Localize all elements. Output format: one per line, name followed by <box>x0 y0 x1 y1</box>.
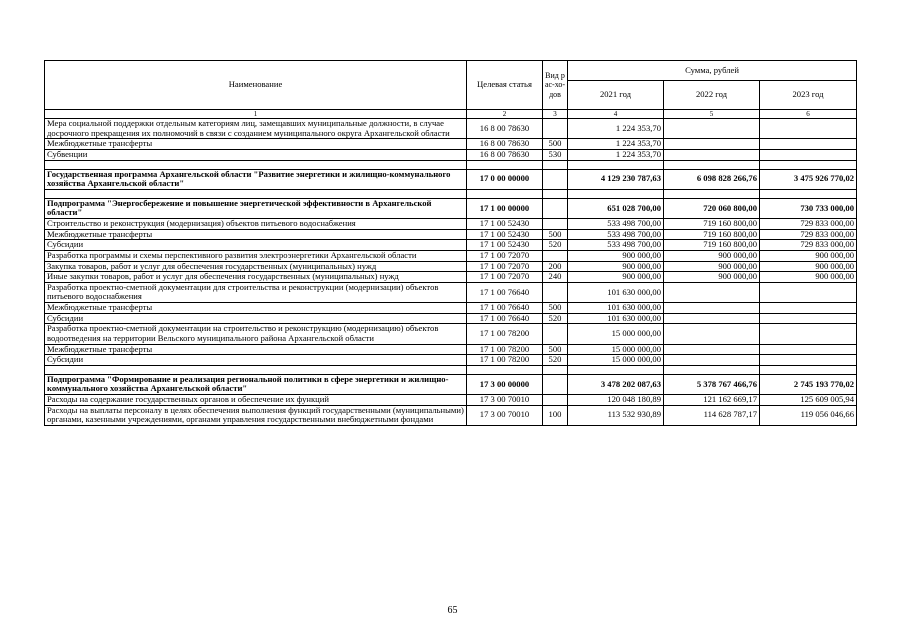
column-number: 3 <box>543 110 568 119</box>
amount-2023 <box>760 189 857 198</box>
header-year-2022: 2022 год <box>664 81 760 110</box>
target-article-code: 17 1 00 52430 <box>467 229 543 240</box>
amount-2022: 5 378 767 466,76 <box>664 374 760 394</box>
amount-2022: 720 060 800,00 <box>664 198 760 218</box>
amount-2022 <box>664 324 760 344</box>
expense-kind-code: 500 <box>543 344 568 355</box>
column-number: 4 <box>568 110 664 119</box>
amount-2023: 900 000,00 <box>760 272 857 283</box>
table-row <box>45 149 857 160</box>
expense-kind-code <box>543 250 568 261</box>
table-row <box>45 272 857 283</box>
table-row <box>45 240 857 251</box>
column-number: 1 <box>45 110 467 119</box>
target-article-code: 17 1 00 72070 <box>467 250 543 261</box>
row-name: Иные закупки товаров, работ и услуг для обеспечения государственных (муниципальных) нужд <box>45 272 467 283</box>
target-article-code: 17 1 00 52430 <box>467 240 543 251</box>
table-row <box>45 198 857 218</box>
amount-2022 <box>664 303 760 314</box>
row-name: Строительство и реконструкция (модернизация) объектов питьевого водоснабжения <box>45 219 467 230</box>
amount-2021 <box>568 189 664 198</box>
row-name: Подпрограмма "Энергосбережение и повышение энергетической эффективности в Архангельской области" <box>45 198 467 218</box>
expense-kind-code <box>543 395 568 406</box>
target-article-code: 16 8 00 78630 <box>467 149 543 160</box>
amount-2021: 1 224 353,70 <box>568 149 664 160</box>
amount-2021: 651 028 700,00 <box>568 198 664 218</box>
table-row <box>45 250 857 261</box>
table-row <box>45 219 857 230</box>
expense-kind-code: 500 <box>543 229 568 240</box>
target-article-code: 17 1 00 00000 <box>467 198 543 218</box>
spacer-row <box>45 189 857 198</box>
row-name: Субвенции <box>45 149 467 160</box>
table-body <box>45 119 857 426</box>
amount-2023: 729 833 000,00 <box>760 219 857 230</box>
amount-2023 <box>760 313 857 324</box>
amount-2023 <box>760 365 857 374</box>
row-name <box>45 365 467 374</box>
amount-2021: 113 532 930,89 <box>568 405 664 425</box>
target-article-code: 17 1 00 76640 <box>467 313 543 324</box>
expense-kind-code <box>543 282 568 302</box>
target-article-code: 17 1 00 78200 <box>467 324 543 344</box>
target-article-code: 16 8 00 78630 <box>467 119 543 139</box>
amount-2021: 101 630 000,00 <box>568 303 664 314</box>
row-name: Разработка проектно-сметной документации для строительства и реконструкции (модернизации) объектов питьевого водоснабжения <box>45 282 467 302</box>
amount-2021: 533 498 700,00 <box>568 229 664 240</box>
amount-2023 <box>760 355 857 366</box>
row-name: Субсидии <box>45 313 467 324</box>
row-name: Субсидии <box>45 240 467 251</box>
amount-2022: 114 628 787,17 <box>664 405 760 425</box>
expense-kind-code: 530 <box>543 149 568 160</box>
amount-2021: 4 129 230 787,63 <box>568 169 664 189</box>
amount-2021: 120 048 180,89 <box>568 395 664 406</box>
amount-2021: 101 630 000,00 <box>568 313 664 324</box>
header-sum: Сумма, рублей <box>568 61 857 81</box>
table-row <box>45 395 857 406</box>
expense-kind-code <box>543 198 568 218</box>
spacer-row <box>45 365 857 374</box>
amount-2022 <box>664 119 760 139</box>
amount-2022: 900 000,00 <box>664 250 760 261</box>
amount-2022 <box>664 282 760 302</box>
table-row <box>45 261 857 272</box>
amount-2022 <box>664 344 760 355</box>
amount-2021: 15 000 000,00 <box>568 344 664 355</box>
target-article-code: 16 8 00 78630 <box>467 139 543 150</box>
amount-2022: 6 098 828 266,76 <box>664 169 760 189</box>
target-article-code: 17 3 00 70010 <box>467 405 543 425</box>
amount-2022 <box>664 355 760 366</box>
amount-2021: 15 000 000,00 <box>568 324 664 344</box>
spacer-row <box>45 160 857 169</box>
expense-kind-code: 520 <box>543 355 568 366</box>
table-header <box>45 61 857 119</box>
table-row <box>45 405 857 425</box>
expense-kind-code <box>543 374 568 394</box>
amount-2023 <box>760 303 857 314</box>
target-article-code: 17 1 00 72070 <box>467 272 543 283</box>
expense-kind-code <box>543 169 568 189</box>
header-name: Наименование <box>45 61 467 110</box>
row-name: Расходы на содержание государственных органов и обеспечение их функций <box>45 395 467 406</box>
target-article-code: 17 1 00 76640 <box>467 303 543 314</box>
amount-2022 <box>664 160 760 169</box>
table-row <box>45 374 857 394</box>
amount-2021: 900 000,00 <box>568 261 664 272</box>
target-article-code: 17 1 00 76640 <box>467 282 543 302</box>
expense-kind-code <box>543 365 568 374</box>
amount-2022 <box>664 313 760 324</box>
table-row <box>45 229 857 240</box>
amount-2021: 15 000 000,00 <box>568 355 664 366</box>
amount-2023: 125 609 005,94 <box>760 395 857 406</box>
header-expense-kind: Вид рас-хо-дов <box>543 61 568 110</box>
budget-table <box>44 60 857 426</box>
amount-2023 <box>760 344 857 355</box>
amount-2023: 3 475 926 770,02 <box>760 169 857 189</box>
amount-2021: 900 000,00 <box>568 250 664 261</box>
expense-kind-code: 100 <box>543 405 568 425</box>
amount-2023: 729 833 000,00 <box>760 240 857 251</box>
row-name: Подпрограмма "Формирование и реализация региональной политики в сфере энергетики и жилищно-коммунального хозяйства Архангельской области" <box>45 374 467 394</box>
amount-2023 <box>760 149 857 160</box>
row-name: Межбюджетные трансферты <box>45 303 467 314</box>
amount-2021: 1 224 353,70 <box>568 119 664 139</box>
amount-2021: 1 224 353,70 <box>568 139 664 150</box>
amount-2023 <box>760 324 857 344</box>
row-name: Закупка товаров, работ и услуг для обеспечения государственных (муниципальных) нужд <box>45 261 467 272</box>
target-article-code: 17 1 00 72070 <box>467 261 543 272</box>
amount-2021: 533 498 700,00 <box>568 219 664 230</box>
amount-2021 <box>568 160 664 169</box>
table-row <box>45 139 857 150</box>
expense-kind-code: 520 <box>543 240 568 251</box>
row-name <box>45 189 467 198</box>
expense-kind-code: 500 <box>543 139 568 150</box>
expense-kind-code: 500 <box>543 303 568 314</box>
target-article-code: 17 0 00 00000 <box>467 169 543 189</box>
amount-2023: 119 056 046,66 <box>760 405 857 425</box>
row-name: Государственная программа Архангельской области "Развитие энергетики и жилищно-коммунального хозяйства Архангельской области" <box>45 169 467 189</box>
target-article-code: 17 3 00 70010 <box>467 395 543 406</box>
amount-2021: 900 000,00 <box>568 272 664 283</box>
amount-2023: 2 745 193 770,02 <box>760 374 857 394</box>
target-article-code <box>467 365 543 374</box>
table-row <box>45 313 857 324</box>
target-article-code: 17 1 00 78200 <box>467 355 543 366</box>
amount-2022: 719 160 800,00 <box>664 229 760 240</box>
row-name: Межбюджетные трансферты <box>45 139 467 150</box>
header-target-article: Целевая статья <box>467 61 543 110</box>
amount-2022: 719 160 800,00 <box>664 219 760 230</box>
row-name: Разработка проектно-сметной документации на строительство и реконструкцию (модернизацию) объектов водоотведения на территории Вельского муниципального района Архангельской области <box>45 324 467 344</box>
table-row <box>45 344 857 355</box>
amount-2022: 121 162 669,17 <box>664 395 760 406</box>
column-number: 2 <box>467 110 543 119</box>
target-article-code: 17 1 00 78200 <box>467 344 543 355</box>
page-number: 65 <box>447 605 458 616</box>
amount-2022: 900 000,00 <box>664 272 760 283</box>
amount-2021: 3 478 202 087,63 <box>568 374 664 394</box>
table-row <box>45 169 857 189</box>
target-article-code: 17 3 00 00000 <box>467 374 543 394</box>
amount-2021 <box>568 365 664 374</box>
table-row <box>45 119 857 139</box>
row-name: Разработка программы и схемы перспективного развития электроэнергетики Архангельской области <box>45 250 467 261</box>
amount-2022: 719 160 800,00 <box>664 240 760 251</box>
amount-2023 <box>760 282 857 302</box>
expense-kind-code: 520 <box>543 313 568 324</box>
row-name: Расходы на выплаты персоналу в целях обеспечения выполнения функций государственными (муниципальными) органами, казенными учреждениями, органами управления государственными внебюджетными фондами <box>45 405 467 425</box>
amount-2023 <box>760 160 857 169</box>
row-name: Субсидии <box>45 355 467 366</box>
amount-2023 <box>760 139 857 150</box>
column-number: 5 <box>664 110 760 119</box>
header-year-2023: 2023 год <box>760 81 857 110</box>
amount-2022: 900 000,00 <box>664 261 760 272</box>
expense-kind-code: 200 <box>543 261 568 272</box>
expense-kind-code <box>543 160 568 169</box>
target-article-code: 17 1 00 52430 <box>467 219 543 230</box>
column-number: 6 <box>760 110 857 119</box>
amount-2023 <box>760 119 857 139</box>
amount-2023: 900 000,00 <box>760 261 857 272</box>
table-row <box>45 355 857 366</box>
row-name: Межбюджетные трансферты <box>45 229 467 240</box>
expense-kind-code: 240 <box>543 272 568 283</box>
row-name: Мера социальной поддержки отдельным категориям лиц, замещавших муниципальные должности, в случае досрочного прекращения их полномочий в связи с созданием муниципального округа Архангельской области <box>45 119 467 139</box>
table-row <box>45 324 857 344</box>
amount-2022 <box>664 365 760 374</box>
amount-2021: 101 630 000,00 <box>568 282 664 302</box>
expense-kind-code <box>543 189 568 198</box>
target-article-code <box>467 189 543 198</box>
amount-2021: 533 498 700,00 <box>568 240 664 251</box>
amount-2023: 730 733 000,00 <box>760 198 857 218</box>
table-row <box>45 303 857 314</box>
amount-2023: 900 000,00 <box>760 250 857 261</box>
expense-kind-code <box>543 219 568 230</box>
target-article-code <box>467 160 543 169</box>
row-name <box>45 160 467 169</box>
amount-2022 <box>664 139 760 150</box>
expense-kind-code <box>543 324 568 344</box>
amount-2022 <box>664 189 760 198</box>
header-year-2021: 2021 год <box>568 81 664 110</box>
table-row <box>45 282 857 302</box>
amount-2022 <box>664 149 760 160</box>
expense-kind-code <box>543 119 568 139</box>
row-name: Межбюджетные трансферты <box>45 344 467 355</box>
amount-2023: 729 833 000,00 <box>760 229 857 240</box>
